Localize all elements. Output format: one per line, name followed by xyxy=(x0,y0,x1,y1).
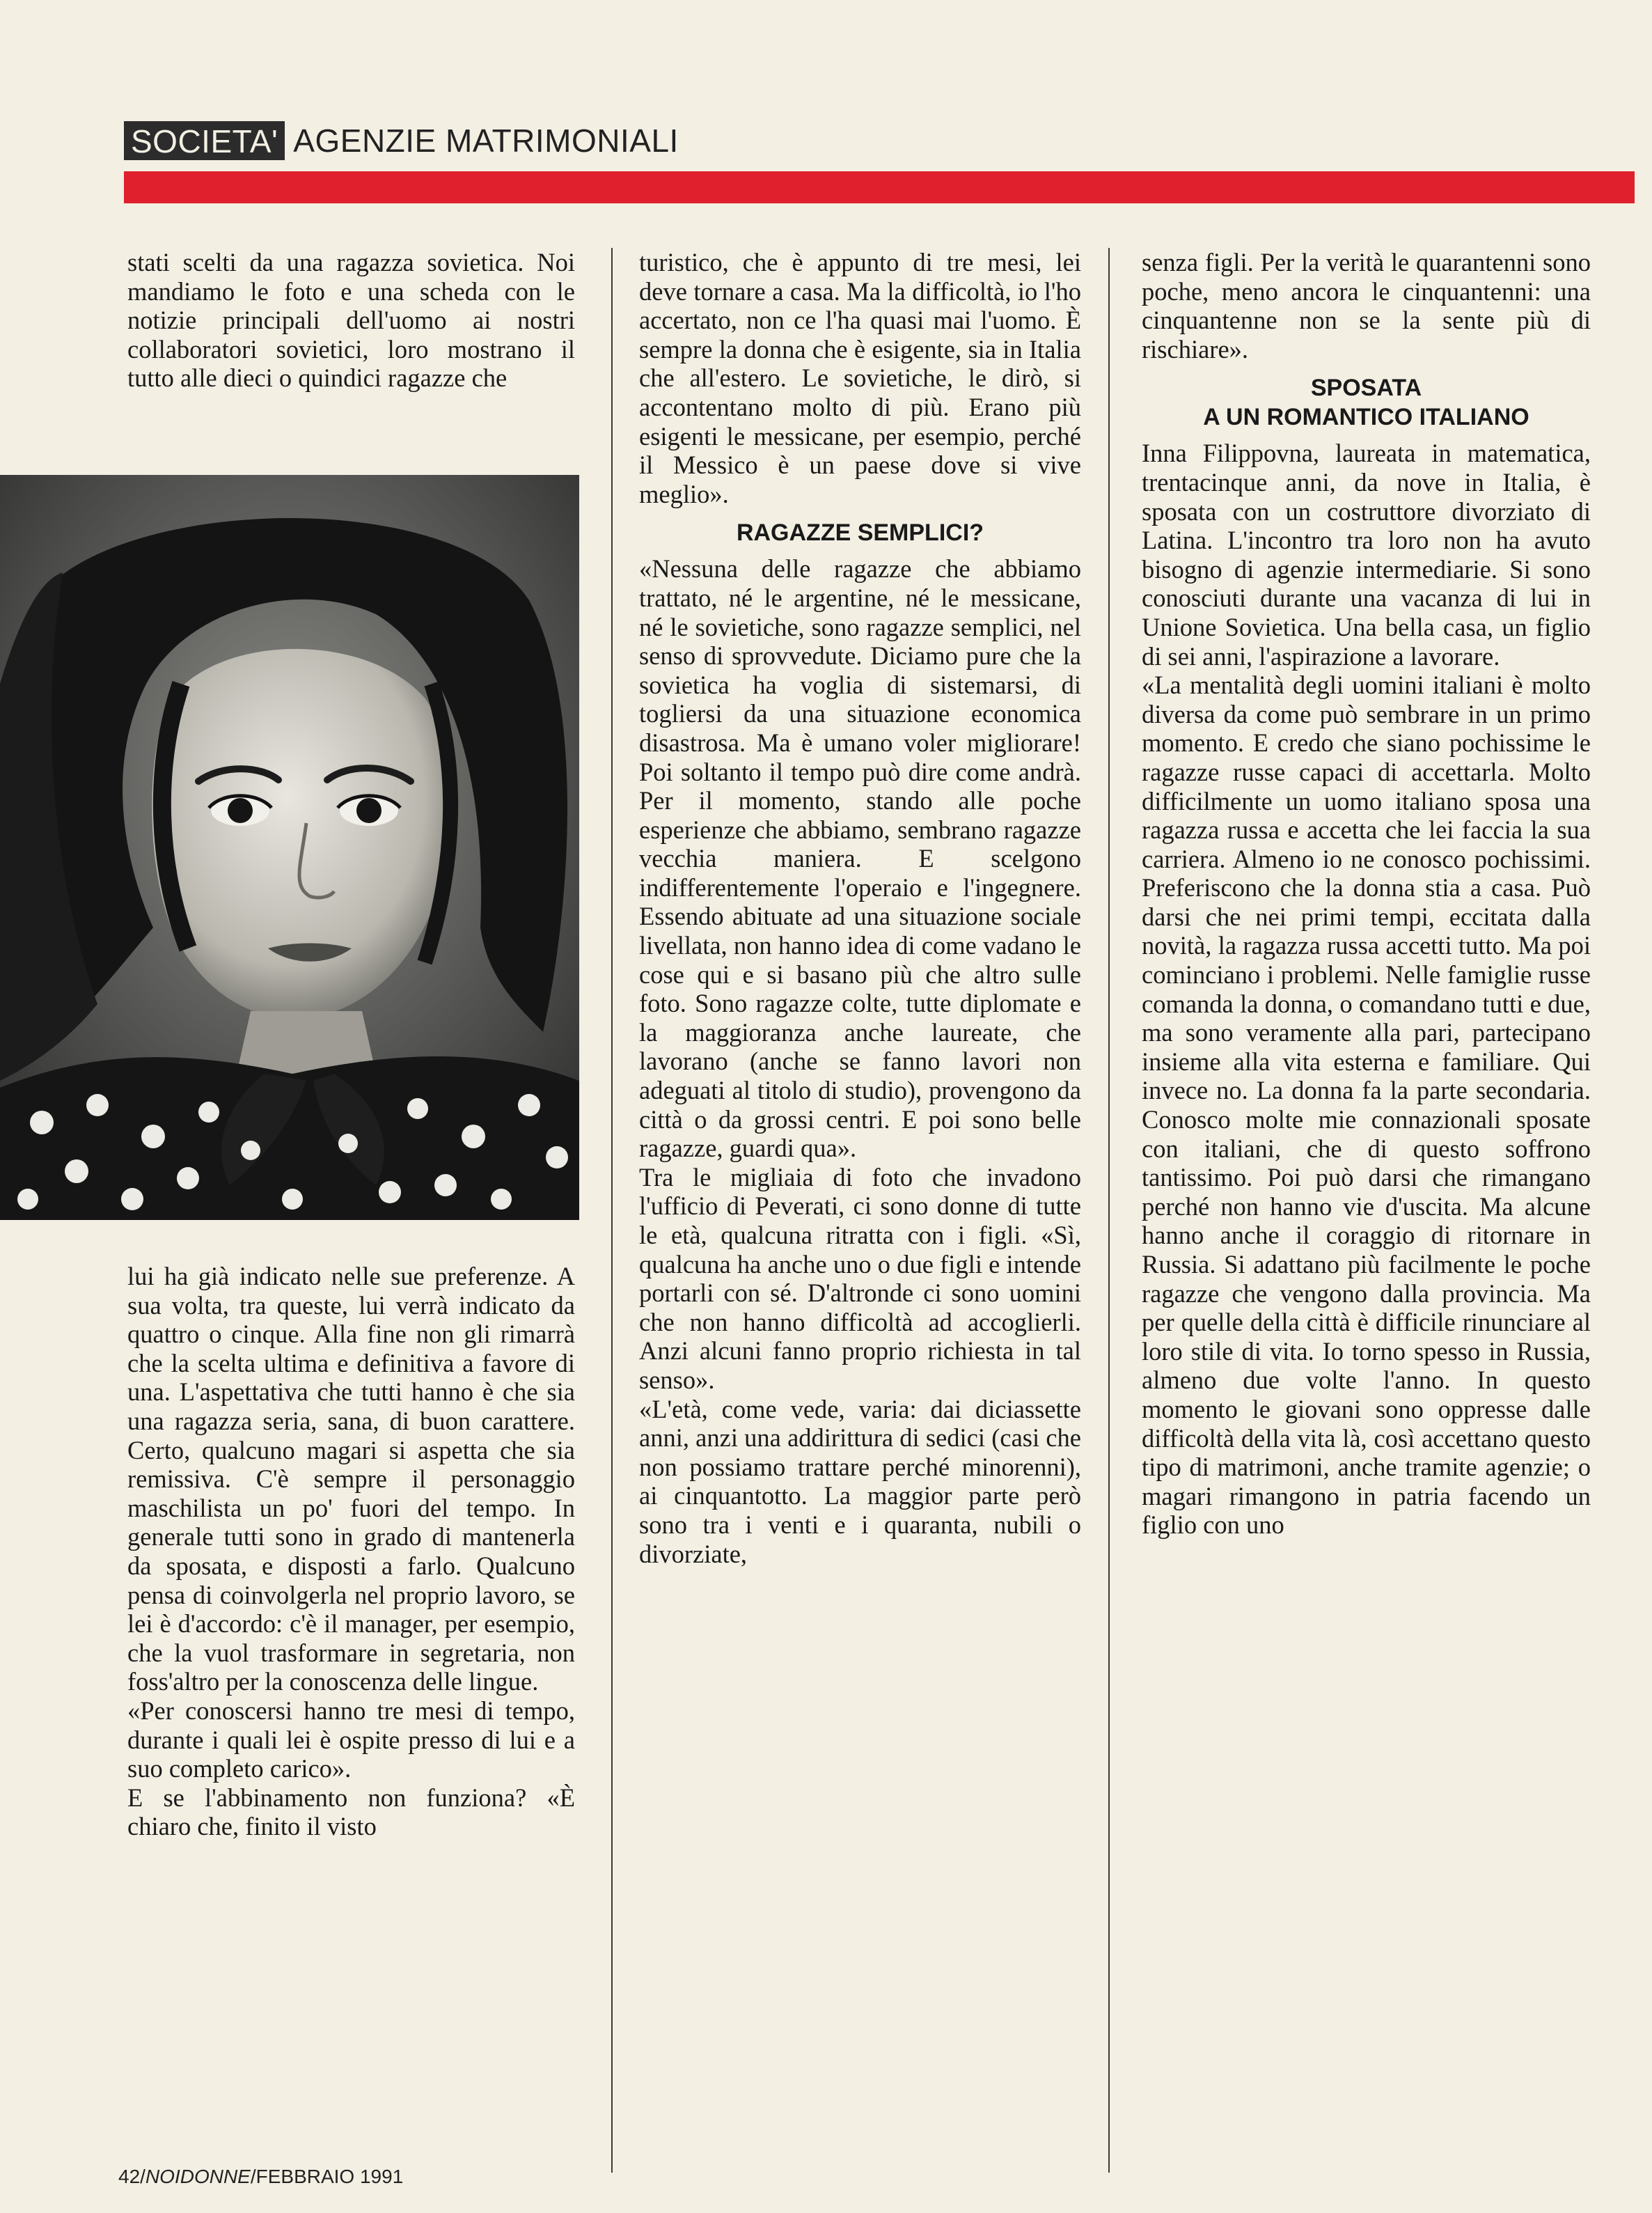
paragraph: lui ha già indicato nelle sue preferenze. A sua volta, tra queste, lui verrà indicato da quattro o cinque. Alla fine non gli rimarrà che la scelta ultima e definitiva a favore di una. L'aspettativa che tutti hanno è che sia una ragazza seria, sana, di buon carattere. Certo, qualcuno magari si aspetta che sia remissiva. C'è sempre il personaggio maschilista un po' fuori del tempo. In generale tutti sono in grado di mantenerla da sposata, e disposti a farlo. Qualcuno pensa di coinvolgerla nel proprio lavoro, se lei è d'accordo: c'è il manager, per esempio, che la vuol trasformare in segretaria, non foss'altro per la conoscenza delle lingue. xyxy=(127,1262,575,1696)
paragraph: turistico, che è appunto di tre mesi, lei deve tornare a casa. Ma la difficoltà, io l'ho accertato, non ce l'ha quasi mai l'uomo. È sempre la donna che è esigente, sia in Italia che all'estero. Le sovietiche, le dirò, si accontentano molto di più. Erano più esigenti le messicane, per esempio, perché il Messico è un paese dove si vive meglio». xyxy=(639,248,1081,508)
column-3 xyxy=(1142,248,1591,1540)
subheading-line: A UN ROMANTICO ITALIANO xyxy=(1203,404,1529,431)
subheading: RAGAZZE SEMPLICI? xyxy=(736,519,984,547)
magazine-name: NOIDONNE xyxy=(145,2166,251,2187)
paragraph: «L'età, come vede, varia: dai diciassette anni, anzi una addirittura di sedici (casi che non possiamo trattare perché minorenni), ai cinquantotto. La maggior parte però sono tra i venti e i quaranta, nubili o divorziate, xyxy=(639,1394,1081,1568)
paragraph: E se l'abbinamento non funziona? «È chiaro che, finito il visto xyxy=(127,1783,575,1841)
issue-date: /FEBBRAIO 1991 xyxy=(250,2166,404,2187)
accent-bar xyxy=(124,171,1635,203)
subheading-line: SPOSATA xyxy=(1310,375,1422,402)
column-2 xyxy=(639,248,1081,1568)
subheading xyxy=(1142,373,1591,432)
section-header xyxy=(124,118,679,163)
page-footer xyxy=(118,2166,403,2188)
paragraph: stati scelti da una ragazza sovietica. Noi mandiamo le foto e una scheda con le notizie principali dell'uomo ai nostri collaboratori sovietici, loro mostrano il tutto alle dieci o quindici ragazze che xyxy=(127,248,575,393)
column-1-bottom xyxy=(127,1262,575,1841)
column-1-top xyxy=(127,248,575,393)
paragraph: senza figli. Per la verità le quarantenni sono poche, meno ancora le cinquantenni: una cinquantenne non se la sente più di rischiare». xyxy=(1142,248,1591,363)
column-divider xyxy=(1108,248,1110,2173)
paragraph: Tra le migliaia di foto che invadono l'ufficio di Peverati, ci sono donne di tutte le età, qualcuna ritratta con i figli. «Sì, qualcuna ha anche uno o due figli e intende portarli con sé. D'altronde ci sono uomini che non hanno difficoltà ad accoglierli. Anzi alcuni fanno proprio richiesta in tal senso». xyxy=(639,1162,1081,1394)
section-title: AGENZIE MATRIMONIALI xyxy=(293,123,679,159)
column-divider xyxy=(611,248,613,2173)
section-tag: SOCIETA' xyxy=(124,121,285,160)
paragraph: Inna Filippovna, laureata in matematica, trentacinque anni, da nove in Italia, è sposata con un costruttore divorziato di Latina. L'incontro tra loro non ha avuto bisogno di agenzie intermediarie. Si sono conosciuti durante una vacanza di lui in Unione Sovietica. Una bella casa, un figlio di sei anni, l'aspirazione a lavorare. xyxy=(1142,439,1591,671)
paragraph: «La mentalità degli uomini italiani è molto diversa da come può sembrare in un primo momento. E credo che siano pochissime le ragazze russe capaci di accettarla. Molto difficilmente un uomo italiano sposa una ragazza russa e accetta che lei faccia la sua carriera. Almeno io ne conosco pochissimi. Preferiscono che la donna stia a casa. Può darsi che nei primi tempi, eccitata dalla novità, la ragazza russa accetti tutto. Ma poi cominciano i problemi. Nelle famiglie russe comanda la donna, o comandano tutti e due, ma sono veramente alla pari, partecipano insieme alla vita esterna e familiare. Qui invece no. La donna fa la parte secondaria. Conosco molte mie connazionali sposate con italiani, che di questo soffrono tantissimo. Poi può darsi che rimangano perché non hanno vie d'uscita. Ma alcune hanno anche il coraggio di ritornare in Russia. Si adattano più facilmente le poche ragazze che vengono dalla provincia. Ma per quelle della città è difficile rinunciare al loro stile di vita. Io torno spesso in Russia, almeno due volte l'anno. In questo momento le giovani sono oppresse dalle difficoltà della vita là, così accettano questo tipo di matrimoni, anche tramite agenzie; o magari rimangono in patria facendo un figlio con uno xyxy=(1142,671,1591,1540)
paragraph: «Per conoscersi hanno tre mesi di tempo, durante i quali lei è ospite presso di lui e a suo completo carico». xyxy=(127,1696,575,1783)
page-number: 42/ xyxy=(118,2166,145,2187)
paragraph: «Nessuna delle ragazze che abbiamo trattato, né le argentine, né le messicane, né le sovietiche, sono ragazze semplici, nel senso di sprovvedute. Diciamo pure che la sovietica ha voglia di sistemarsi, di togliersi da una situazione economica disastrosa. Ma è umano voler migliorare! Poi soltanto il tempo può dire come andrà. Per il momento, stando alle poche esperienze che abbiamo, sembrano ragazze vecchia maniera. E scelgono indifferentemente l'operaio e l'ingegnere. Essendo abituate ad una situazione sociale livellata, non hanno idea di come vadano le cose qui e si basano più che altro sulle foto. Sono ragazze colte, tutte diplomate e la maggioranza anche laureate, che lavorano (anche se fanno lavori non adeguati al titolo di studio), provengono da città o da grossi centri. E poi sono belle ragazze, guardi qua». xyxy=(639,554,1081,1163)
portrait-photo xyxy=(0,475,579,1220)
